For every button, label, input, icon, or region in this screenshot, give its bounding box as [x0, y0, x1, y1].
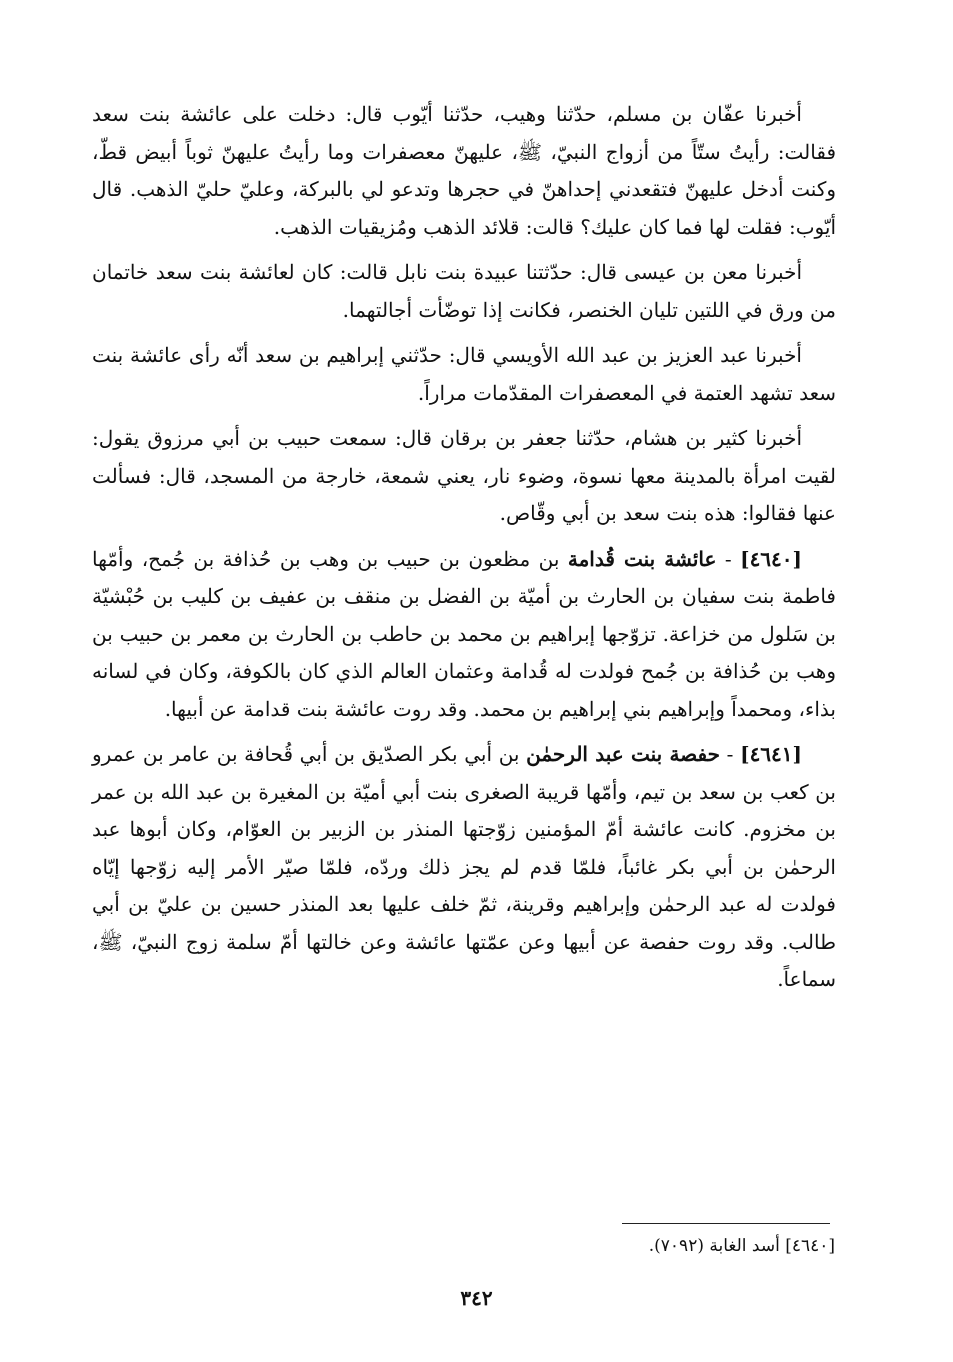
paragraph-1: أخبرنا عفّان بن مسلم، حدّثنا وهيب، حدّثنا أيّوب قال: دخلت على عائشة بنت سعد فقالت: رأيتُ ستّاً من أزواج النبيّ، ﷺ، عليهنّ معصفرات وما رأيتُ عليهنّ ثوباً أبيض قطّ، وكنت أدخل عليهنّ فتقعدني إحداهنّ في حجرها وتدعو لي بالبركة، وعليّ حليّ الذهب. قال أيّوب: فقلت لها فما كان عليك؟ قالت: قلائد الذهب ومُزيقيات الذهب.: [92, 102, 836, 239]
page-body: [92, 96, 836, 1007]
paragraph-3: أخبرنا عبد العزيز بن عبد الله الأويسي قال: حدّثني إبراهيم بن سعد أنّه رأى عائشة بنت سعد تشهد العتمة في المعصفرات المقدّمات مراراً.: [92, 343, 836, 405]
entry-text: بن مظعون بن حبيب بن وهب بن حُذافة بن جُمح، وأمّها فاطمة بنت سفيان بن الحارث بن أميّة بن الفضل بن منقف بن عفيف بن كليب بن حُبْشيّة بن سَلول من خزاعة. تزوّجها إبراهيم بن محمد بن حاطب بن الحارث بن معمر بن حبيب بن وهب بن حُذافة بن جُمح فولدت له قُدامة وعثمان العالم الذي كان بالكوفة، وكان في لسانه بذاء، ومحمداً وإبراهيم بني إبراهيم بن محمد. وقد روت عائشة بنت قدامة عن أبيها.: [92, 546, 836, 721]
footnote: [٤٦٤٠] أسد الغابة (٧٠٩٢).: [648, 1236, 835, 1256]
entry-4640: [92, 541, 836, 729]
paragraph-4: أخبرنا كثير بن هشام، حدّثنا جعفر بن برقان قال: سمعت حبيب بن أبي مرزوق يقول: لقيت امرأة بالمدينة معها نسوة، وضوء نار، يعني شمعة، خارجة من المسجد، قال: فسألت عنها فقالوا: هذه بنت سعد بن أبي وقّاص.: [92, 426, 836, 525]
entry-number: [٤٦٤٠]: [740, 546, 802, 571]
entry-name: حفصة بنت عبد الرحمٰن: [526, 742, 721, 766]
entry-dash: -: [724, 546, 732, 571]
entry-text: بن أبي بكر الصدّيق بن أبي قُحافة بن عامر بن عمرو بن كعب بن سعد بن تيم، وأمّها قريبة الصغرى بنت أبي أميّة بن المغيرة بن عبد الله بن عمر بن مخزوم. كانت عائشة أمّ المؤمنين زوّجتها المنذر بن الزبير بن العوّام، وكان أبوها عبد الرحمٰن بن أبي بكر غائباً، فلمّا قدم لم يجز ذلك وردّه، فلمّا صيّر الأمر إليه زوّجها إيّاه فولدت له عبد الرحمٰن وإبراهيم وقرينة، ثمّ خلف عليها بعد المنذر حسين بن عليّ بن أبي طالب. وقد روت حفصة عن أبيها وعن عمّتها عائشة وعن خالتها أمّ سلمة زوج النبيّ، ﷺ، سماعاً.: [92, 742, 836, 991]
paragraph-2: أخبرنا معن بن عيسى قال: حدّثتنا عبيدة بنت نابل قالت: كان لعائشة بنت سعد خاتمان من ورق في اللتين تليان الخنصر، فكانت إذا توضّأت أجالتهما.: [92, 260, 836, 322]
page-number: ٣٤٢: [460, 1286, 493, 1310]
footnote-divider: [622, 1223, 830, 1224]
entry-name: عائشة بنت قُدامة: [567, 546, 717, 571]
entry-4641: [92, 736, 836, 999]
entry-number: [٤٦٤١]: [740, 742, 802, 766]
entry-dash: -: [726, 742, 734, 766]
